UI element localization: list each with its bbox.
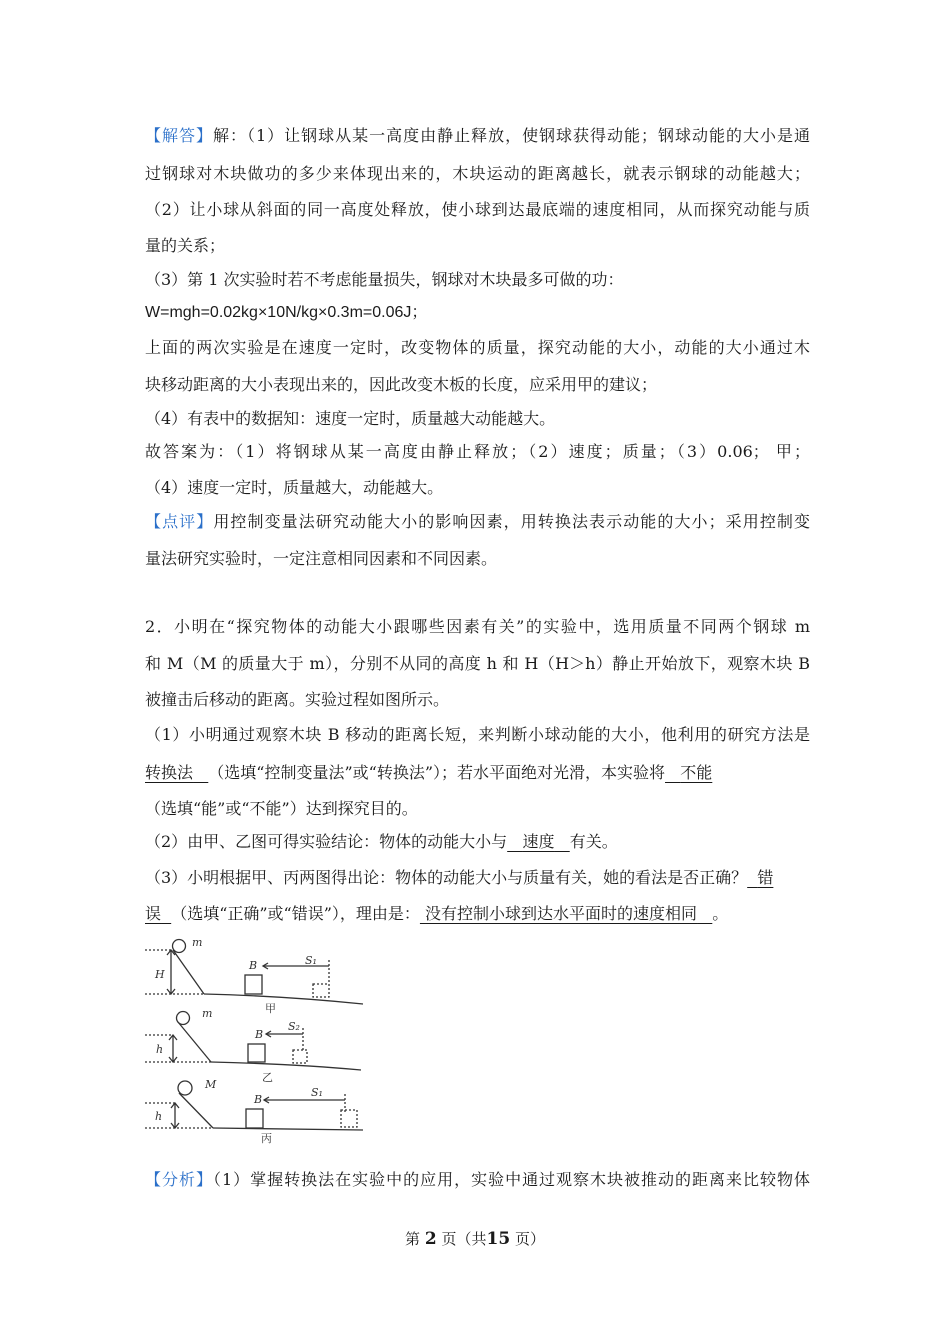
panel1-label: 甲 bbox=[265, 1002, 276, 1015]
ball-icon bbox=[178, 1081, 192, 1095]
total-pages: 15 bbox=[486, 1229, 511, 1249]
answer-blank-judge-a: 错 bbox=[757, 868, 774, 887]
analysis-line: 【分析】（1）掌握转换法在实验中的应用，实验中通过观察木块被推动的距离来比较物体 bbox=[145, 1170, 810, 1189]
comment-line-2: 量法研究实验时，一定注意相同因素和不同因素。 bbox=[145, 549, 498, 568]
answer-blank-judge-b: 误 bbox=[145, 904, 162, 923]
experiment-figure bbox=[145, 938, 367, 1146]
answer-blank-method: 转换法 bbox=[145, 763, 194, 782]
panel2-block: B bbox=[255, 1028, 264, 1041]
solution-line-5: （3）第 1 次实验时若不考虑能量损失，钢球对木块最多可做的功： bbox=[145, 270, 624, 289]
q2-line-5: 转换法 （选填“控制变量法”或“转换法”）；若水平面绝对光滑，本实验将 不能 bbox=[145, 763, 713, 782]
solution-line-2: 过钢球对木块做功的多少来体现出来的，木块运动的距离越长，就表示钢球的动能越大； bbox=[145, 164, 810, 183]
answer-blank-speed: 速度 bbox=[522, 832, 555, 851]
panel2-mass: m bbox=[202, 1007, 213, 1020]
comment-tag: 【点评】 bbox=[145, 512, 214, 531]
page-footer: 第 2 页（共15 页） bbox=[405, 1229, 545, 1249]
q2-line-1: 2．小明在“探究物体的动能大小跟哪些因素有关”的实验中，选用质量不同两个钢球 m bbox=[145, 617, 810, 636]
answer-line: 故答案为：（1）将钢球从某一高度由静止释放；（2）速度；质量；（3）0.06； 甲； bbox=[145, 442, 810, 461]
panel1-mass: m bbox=[192, 938, 203, 949]
q2-line-9: 误 （选填“正确”或“错误”），理由是： 没有控制小球到达水平面时的速度相同 。 bbox=[145, 904, 729, 923]
panel3-distance: S₁ bbox=[311, 1086, 323, 1099]
q2-line-2: 和 M（M 的质量大于 m），分别不从同的高度 h 和 H（H＞h）静止开始放下，观察木块 B bbox=[145, 654, 810, 673]
panel3-mass: M bbox=[205, 1078, 217, 1091]
solution-line-3: （2）让小球从斜面的同一高度处释放，使小球到达最底端的速度相同，从而探究动能与质 bbox=[145, 200, 810, 219]
solution-line-8: 块移动距离的大小表现出来的，因此改变木板的长度，应采用甲的建议； bbox=[145, 375, 658, 394]
solution-line-7: 上面的两次实验是在速度一定时，改变物体的质量，探究动能的大小，动能的大小通过木 bbox=[145, 338, 810, 357]
q2-line-8: （3）小明根据甲、丙两图得出论：物体的动能大小与质量有关，她的看法是否正确？ 错 bbox=[145, 868, 774, 887]
solution-line-9: （4）有表中的数据知：速度一定时，质量越大动能越大。 bbox=[145, 409, 556, 428]
block-icon bbox=[245, 975, 262, 994]
figure-panel-3 bbox=[145, 1078, 363, 1145]
q2-line-3: 被撞击后移动的距离。实验过程如图所示。 bbox=[145, 690, 450, 709]
block-icon bbox=[248, 1044, 265, 1062]
page-number: 2 bbox=[424, 1229, 437, 1249]
q2-line-6: （选填“能”或“不能”）达到探究目的。 bbox=[145, 799, 418, 818]
panel1-block: B bbox=[249, 959, 258, 972]
solution-tag: 【解答】 bbox=[145, 126, 213, 145]
figure-panel-1 bbox=[145, 938, 363, 1015]
q2-line-7: （2）由甲、乙图可得实验结论：物体的动能大小与 速度 有关。 bbox=[145, 832, 618, 851]
block-icon bbox=[246, 1109, 263, 1128]
answer-line-2: （4）速度一定时，质量越大，动能越大。 bbox=[145, 478, 444, 497]
ball-icon bbox=[173, 940, 186, 953]
figure-panel-2 bbox=[145, 1007, 361, 1084]
panel3-height: h bbox=[155, 1110, 163, 1123]
answer-blank-smooth: 不能 bbox=[680, 763, 713, 782]
solution-line-4: 量的关系； bbox=[145, 236, 226, 255]
panel2-label: 乙 bbox=[262, 1071, 273, 1084]
panel3-block: B bbox=[254, 1093, 263, 1106]
solution-formula: W=mgh=0.02kg×10N/kg×0.3m=0.06J； bbox=[145, 304, 428, 321]
panel2-height: h bbox=[156, 1043, 164, 1056]
panel1-distance: S₁ bbox=[305, 954, 317, 967]
panel1-height: H bbox=[155, 968, 165, 981]
analysis-tag: 【分析】 bbox=[145, 1170, 213, 1189]
panel3-label: 丙 bbox=[261, 1132, 272, 1145]
q2-line-4: （1）小明通过观察木块 B 移动的距离长短，来判断小球动能的大小，他利用的研究方法是 bbox=[145, 725, 810, 744]
answer-blank-reason: 没有控制小球到达水平面时的速度相同 bbox=[425, 904, 698, 923]
comment-line-1: 【点评】用控制变量法研究动能大小的影响因素，用转换法表示动能的大小；采用控制变 bbox=[145, 512, 810, 531]
panel2-distance: S₂ bbox=[288, 1020, 300, 1033]
solution-line-1: 【解答】解：（1）让钢球从某一高度由静止释放，使钢球获得动能；钢球动能的大小是通 bbox=[145, 126, 810, 145]
